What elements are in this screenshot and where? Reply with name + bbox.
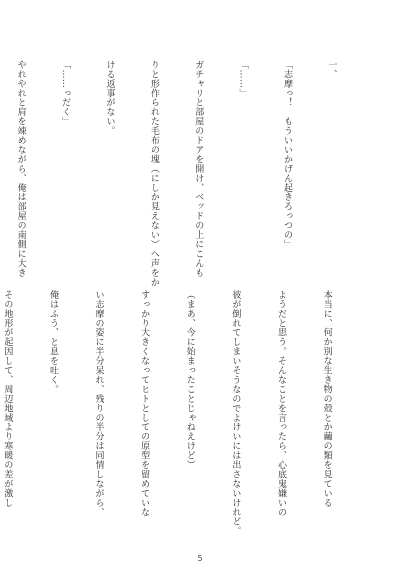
text-line: ける返事がない。 — [104, 60, 115, 136]
upper-text-block — [15, 60, 368, 287]
text-line: 「……」 — [237, 60, 248, 98]
text-line: やれやれと肩を竦めながら、俺は部屋の南側に大き — [15, 60, 26, 278]
lower-text-block — [2, 290, 364, 564]
text-line: ようだと思う。そんなことを言ったら、心底鬼嫌いの — [275, 290, 286, 517]
text-line: 本当に、何か別な生き物の殻とか繭の類を見ている — [321, 290, 332, 508]
text-line: ガチャリと部屋のドアを開け、ベッドの上にこんも — [193, 60, 204, 278]
text-line: 「志摩っ！ もういいかげん起きろっつの」 — [282, 60, 293, 249]
text-line: りと形作られた毛布の塊（にしか見えない）へ声をか — [148, 60, 159, 287]
text-line: 「……っだく」 — [60, 60, 71, 127]
text-line: い志摩の姿に半分呆れ、残りの半分は同情しながら、 — [93, 290, 104, 517]
text-line: 彼が倒れてしまいそうなのでよけいには出さないけれど。 — [230, 290, 241, 536]
text-line: （まあ、今に始まったことじゃねえけど） — [184, 290, 195, 470]
text-line: その地形が起因して、周辺地域より寒暖の差が激し — [2, 290, 13, 508]
chapter-marker: 一、 — [326, 60, 337, 79]
text-line: 俺はふう、と息を吐く。 — [47, 290, 58, 394]
page-number: 5 — [197, 554, 203, 563]
text-line: すっかり大きくなってヒトとしての原型を留めていな — [139, 290, 150, 517]
